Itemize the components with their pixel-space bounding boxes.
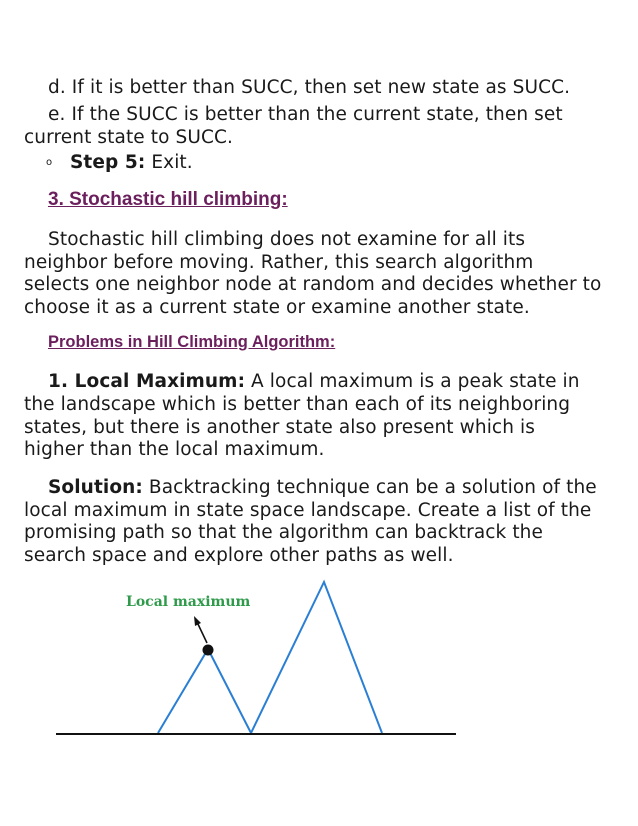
section-3-line-4: choose it as a current state or examine another state.: [24, 297, 530, 318]
local-max-line-1-text: A local maximum is a peak state in: [245, 371, 580, 392]
solution-line-1: [48, 476, 597, 499]
local-maximum-dot: [203, 645, 214, 656]
section-3-line-3: selects one neighbor node at random and decides whether to: [24, 274, 602, 295]
step-5-item: [70, 151, 193, 174]
local-max-line-2: the landscape which is better than each of its neighboring: [24, 394, 571, 415]
local-max-line-1: [48, 370, 580, 393]
step-e-line-2: current state to SUCC.: [24, 127, 234, 148]
section-3-heading: 3. Stochastic hill climbing:: [48, 189, 288, 210]
local-maximum-label: Local maximum: [126, 594, 251, 610]
step-5-text: Exit.: [145, 152, 193, 173]
local-max-label: 1. Local Maximum:: [48, 371, 246, 392]
solution-line-3: promising path so that the algorithm can backtrack the: [24, 522, 543, 543]
step-d-text: d. If it is better than SUCC, then set new state as SUCC.: [48, 77, 571, 98]
arrow-head-icon: [194, 616, 201, 626]
step-e-line-1: e. If the SUCC is better than the current state, then set: [48, 104, 563, 125]
solution-line-1-text: Backtracking technique can be a solution of the: [142, 477, 597, 498]
problems-heading: Problems in Hill Climbing Algorithm:: [48, 333, 336, 351]
solution-label: Solution:: [48, 477, 143, 498]
section-3-line-2: neighbor before moving. Rather, this search algorithm: [24, 252, 534, 273]
step-5-label: Step 5:: [70, 152, 146, 173]
local-maximum-figure: [0, 570, 638, 770]
solution-line-2: local maximum in state space landscape. Create a list of the: [24, 500, 592, 521]
solution-line-4: search space and explore other paths as well.: [24, 545, 454, 566]
local-max-line-3: states, but there is another state also present which is: [24, 417, 535, 438]
arrow-line: [197, 622, 207, 643]
local-max-line-4: higher than the local maximum.: [24, 439, 325, 460]
bullet-circle-icon: o: [46, 157, 53, 168]
section-3-line-1: Stochastic hill climbing does not examine for all its: [48, 229, 526, 250]
